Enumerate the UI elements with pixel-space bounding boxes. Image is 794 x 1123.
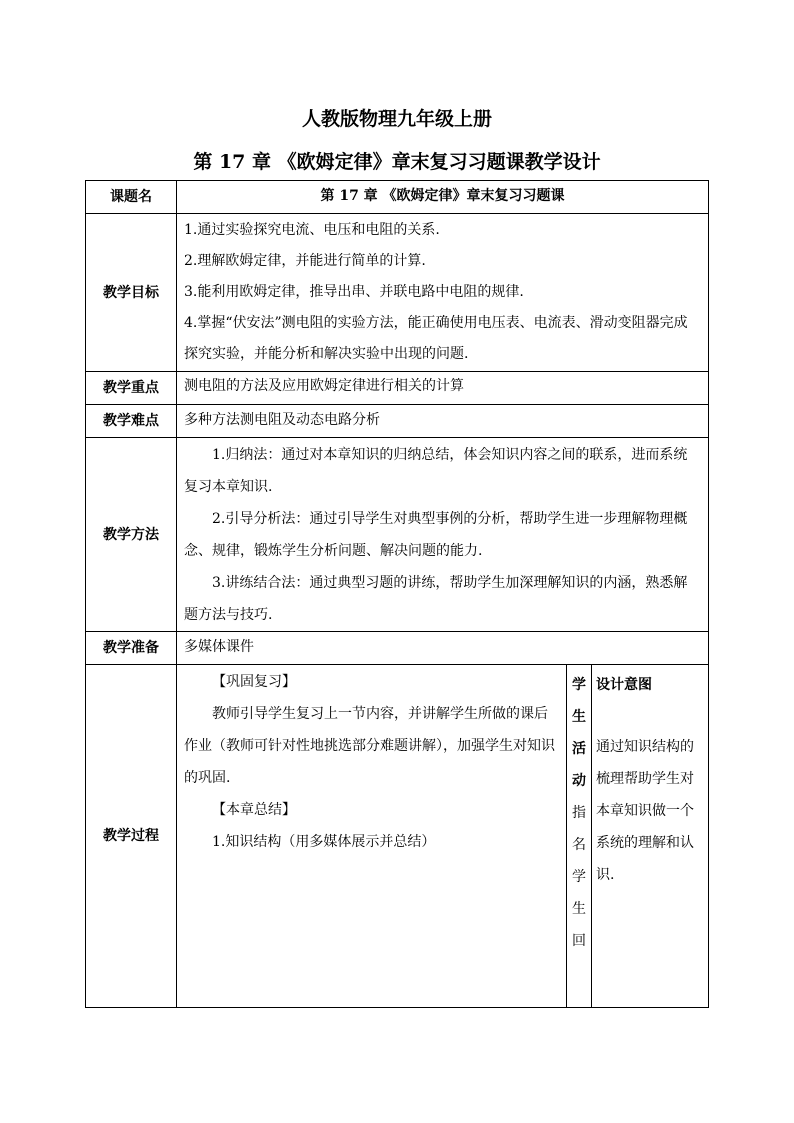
summary-heading: 【本章总结】 (212, 802, 296, 818)
summary-item: 1.知识结构（用多媒体展示并总结） (212, 834, 436, 850)
document-subtitle: 第 17 章 《欧姆定律》章末复习习题课教学设计 (193, 151, 601, 173)
goal-item: 3.能利用欧姆定律，推导出串、并联电路中电阻的规律. (184, 284, 524, 300)
review-heading: 【巩固复习】 (212, 674, 296, 690)
methods-label: 教学方法 (86, 438, 177, 632)
activity-text-char: 回 (572, 933, 586, 949)
method-item: 3.讲练结合法：通过典型习题的讲练，帮助学生加深理解知识的内涵，熟悉解题方法与技巧. (184, 575, 688, 623)
key-points-value: 测电阻的方法及应用欧姆定律进行相关的计算 (177, 372, 709, 405)
row-difficulty (86, 405, 709, 438)
goal-item: 2.理解欧姆定律，并能进行简单的计算. (184, 253, 426, 269)
student-activity-column (567, 665, 592, 1008)
method-item: 1.归纳法：通过对本章知识的归纳总结，体会知识内容之间的联系，进而系统复习本章知识. (184, 447, 688, 495)
design-intent-text: 通过知识结构的梳理帮助学生对本章知识做一个系统的理解和认识. (596, 739, 694, 883)
document-title: 人教版物理九年级上册 (301, 108, 492, 130)
activity-heading-char: 学 (572, 677, 586, 693)
row-methods (86, 438, 709, 632)
methods-cell (177, 438, 709, 632)
activity-text-char: 名 (572, 837, 586, 853)
design-intent-column (592, 665, 709, 1008)
key-points-label: 教学重点 (86, 372, 177, 405)
difficulty-value: 多种方法测电阻及动态电路分析 (177, 405, 709, 438)
difficulty-label: 教学难点 (86, 405, 177, 438)
goals-cell (177, 214, 709, 372)
process-label: 教学过程 (86, 665, 177, 1008)
row-process (86, 665, 709, 1008)
preparation-value: 多媒体课件 (177, 632, 709, 665)
activity-text-char: 学 (572, 869, 586, 885)
activity-text-char: 生 (572, 901, 586, 917)
row-preparation (86, 632, 709, 665)
row-goals (86, 214, 709, 372)
activity-heading-char: 动 (572, 773, 586, 789)
review-text: 教师引导学生复习上一节内容，并讲解学生所做的课后作业（教师可针对性地挑选部分难题讲解），加强学生对知识的巩固. (184, 706, 555, 786)
activity-heading-char: 生 (572, 709, 586, 725)
lesson-plan-table (85, 180, 709, 1008)
process-content (177, 665, 567, 1008)
goals-label: 教学目标 (86, 214, 177, 372)
preparation-label: 教学准备 (86, 632, 177, 665)
topic-label: 课题名 (86, 181, 177, 214)
topic-value: 第 17 章 《欧姆定律》章末复习习题课 (177, 181, 709, 214)
activity-text-char: 指 (572, 805, 586, 821)
row-topic (86, 181, 709, 214)
row-key-points (86, 372, 709, 405)
activity-heading-char: 活 (572, 741, 586, 757)
goal-item: 4.掌握“伏安法”测电阻的实验方法，能正确使用电压表、电流表、滑动变阻器完成探究实验，并能分析和解决实验中出现的问题. (184, 315, 688, 362)
method-item: 2.引导分析法：通过引导学生对典型事例的分析，帮助学生进一步理解物理概念、规律，锻炼学生分析问题、解决问题的能力. (184, 511, 688, 559)
design-intent-heading: 设计意图 (596, 677, 652, 693)
goal-item: 1.通过实验探究电流、电压和电阻的关系. (184, 222, 440, 238)
